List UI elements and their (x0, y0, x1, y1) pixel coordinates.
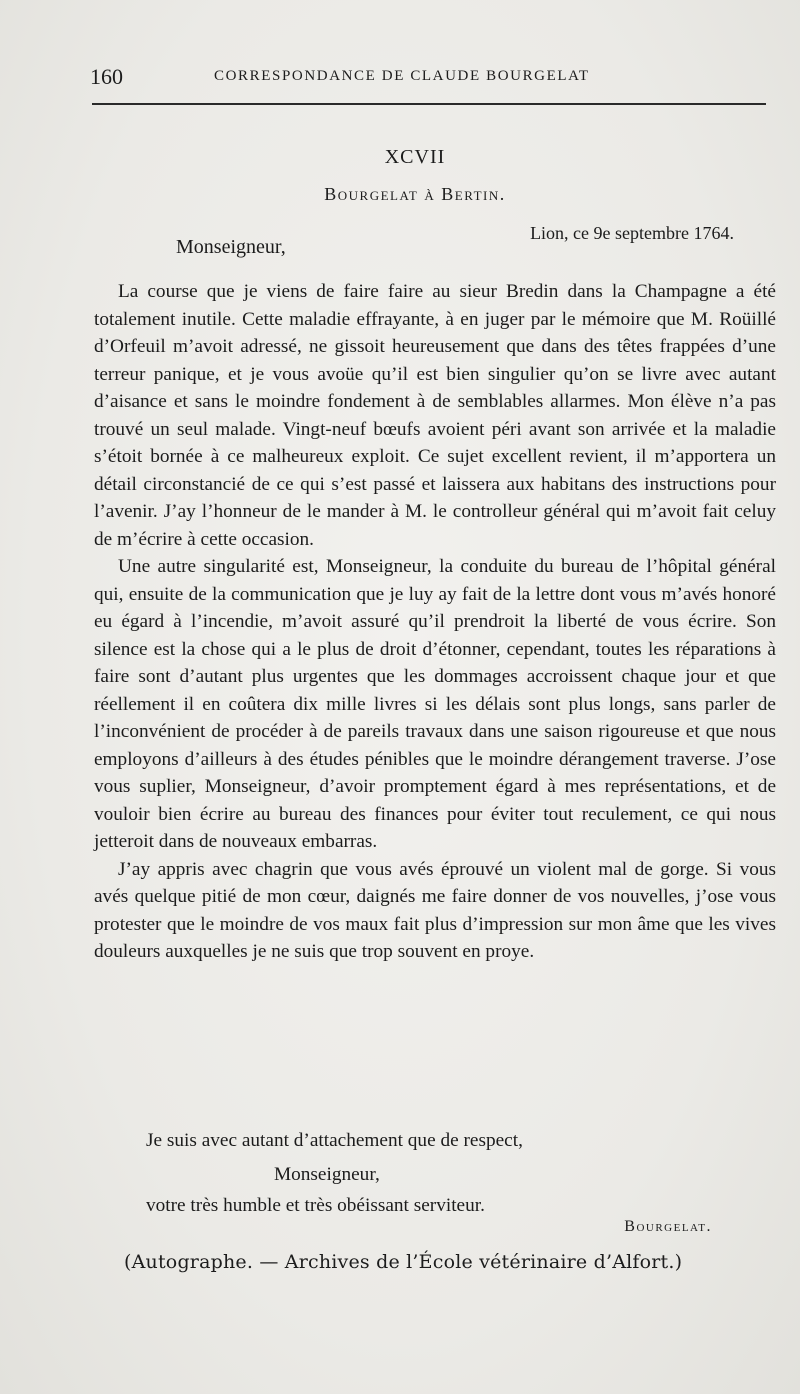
closing-salutation: Monseigneur, (274, 1164, 380, 1185)
header-rule (92, 103, 766, 105)
salutation: Monseigneur, (176, 236, 286, 258)
paragraph: La course que je viens de faire faire au sieur Bredin dans la Champagne a été totalement inutile. Cette maladie effrayante, à en juger par le mémoire que M. Roüillé d’Orfeuil m’avoit adressé, ne gissoit heureusement que dans des têtes frappées d’une terreur panique, et je vous avoüe qu’il est bien singulier qu’on se livre avec autant d’aisance et sans le moindre fondement à de semblables allarmes. Mon élève n’a pas trouvé un seul malade. Vingt-neuf bœufs avoient péri avant son arrivée et la maladie s’étoit bornée à ce malheureux exploit. Ce sujet excellent revient, il m’apportera un détail circonstancié de ce qui s’est passé et laissera aux habitans des instructions pour l’avenir. J’ay l’honneur de le mander à M. le controlleur général qui m’avoit fait celuy de m’écrire à cette occasion. (94, 281, 776, 550)
running-title: CORRESPONDANCE DE CLAUDE BOURGELAT (214, 68, 590, 84)
letter-heading: Bourgelat à Bertin. (324, 184, 506, 204)
signature: Bourgelat. (624, 1218, 712, 1235)
letter-number: XCVII (384, 146, 446, 168)
closing-line: Je suis avec autant d’attachement que de respect, (146, 1130, 523, 1151)
paragraph: Une autre singularité est, Monseigneur, la conduite du bureau de l’hôpital général qui, ensuite de la communication que je luy ay fait de la lettre dont vous m’avés honoré eu égard à l’incendie, m’avoit assuré qu’il prendroit la liberté de vous écrire. Son silence est la chose qui a le plus de droit d’étonner, cependant, toutes les réparations à faire sont d’autant plus urgentes que les dommages accroissent chaque jour et que réellement il en coûtera dix mille livres si les délais sont plus longs, sans parler de l’inconvénient de procéder à de pareils travaux dans une saison rigoureuse et que nous employons d’ailleurs à des études pénibles que le moindre dérangement traverse. J’ose vous suplier, Monseigneur, d’avoir promptement égard à mes représentations, et de vouloir bien écrire au bureau des finances pour éviter tout reculement, ce qui nous jetteroit dans de nouveaux embarras. (94, 556, 776, 852)
letter-body (94, 278, 776, 966)
closing-formula: votre très humble et très obéissant serviteur. (146, 1195, 485, 1216)
place-date: Lion, ce 9e septembre 1764. (530, 223, 734, 243)
paragraph: J’ay appris avec chagrin que vous avés éprouvé un violent mal de gorge. Si vous avés quelque pitié de mon cœur, daignés me faire donner de vos nouvelles, j’ose vous protester que le moindre de vos maux fait plus d’impression sur mon âme que les vives douleurs auxquelles je ne suis que trop souvent en proye. (94, 858, 776, 962)
page-number: 160 (90, 64, 123, 89)
source-note: (Autographe. — Archives de l’École vétérinaire d’Alfort.) (124, 1251, 683, 1273)
page-header (88, 60, 768, 96)
